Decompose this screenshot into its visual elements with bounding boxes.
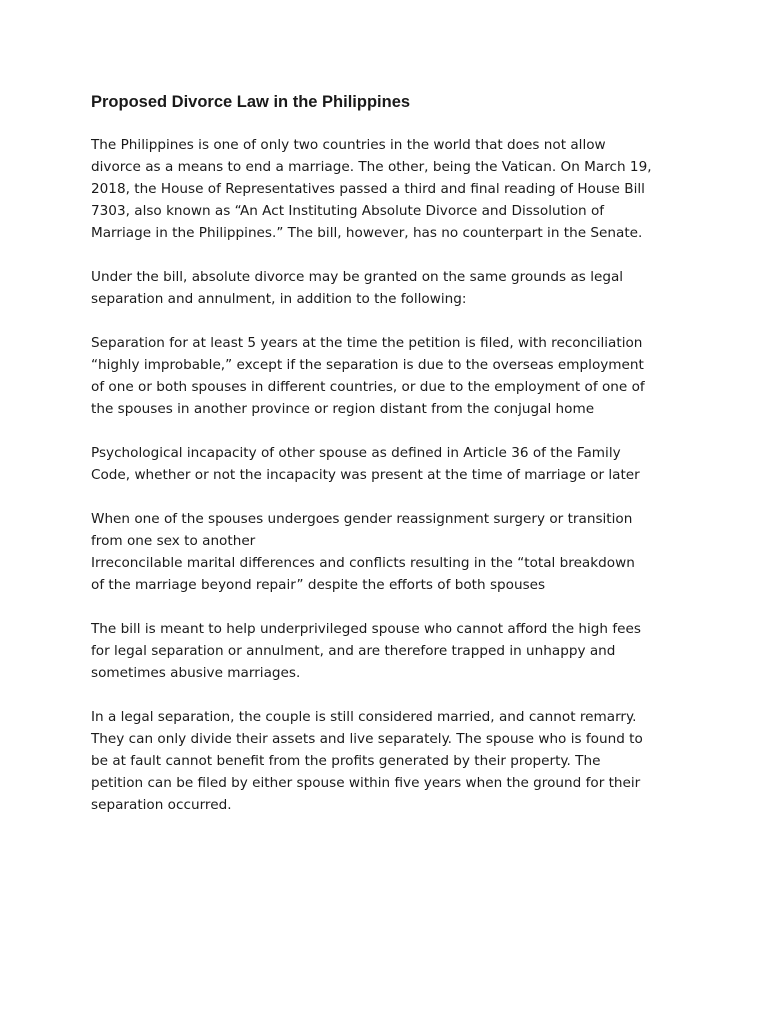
document-title: Proposed Divorce Law in the Philippines — [91, 93, 411, 111]
paragraph-intro: The Philippines is one of only two countries in the world that does not allow divorce as a means to end a marriage. The other, being the Vatican. On March 19, 2018, the House of Representatives passed a third and final reading of House Bill 7303, also known as “An Act Instituting Absolute Divorce and Dissolution of Marriage in the Philippines.” The bill, however, has no counterpart in the Senate. — [91, 137, 652, 241]
paragraph-separation-ground: Separation for at least 5 years at the time the petition is filed, with reconciliation “highly improbable,” except if the separation is due to the overseas employment of one or both spouses in different countries, or due to the employment of one of the spouses in another province or region distant from the conjugal home — [91, 335, 645, 417]
paragraph-gender-and-irreconcilable: When one of the spouses undergoes gender reassignment surgery or transition from one sex to another Irreconcilable marital differences and conflicts resulting in the “total breakdown of the marriage beyond repair” despite the efforts of both spouses — [91, 511, 635, 593]
paragraph-psychological-incapacity: Psychological incapacity of other spouse as defined in Article 36 of the Family Code, whether or not the incapacity was present at the time of marriage or later — [91, 445, 640, 483]
paragraph-purpose: The bill is meant to help underprivileged spouse who cannot afford the high fees for legal separation or annulment, and are therefore trapped in unhappy and sometimes abusive marriages. — [91, 621, 641, 681]
paragraph-legal-separation: In a legal separation, the couple is still considered married, and cannot remarry. They can only divide their assets and live separately. The spouse who is found to be at fault cannot benefit from the profits generated by their property. The petition can be filed by either spouse within five years when the ground for their separation occurred. — [91, 709, 643, 813]
paragraph-grounds-intro: Under the bill, absolute divorce may be granted on the same grounds as legal separation and annulment, in addition to the following: — [91, 269, 624, 307]
